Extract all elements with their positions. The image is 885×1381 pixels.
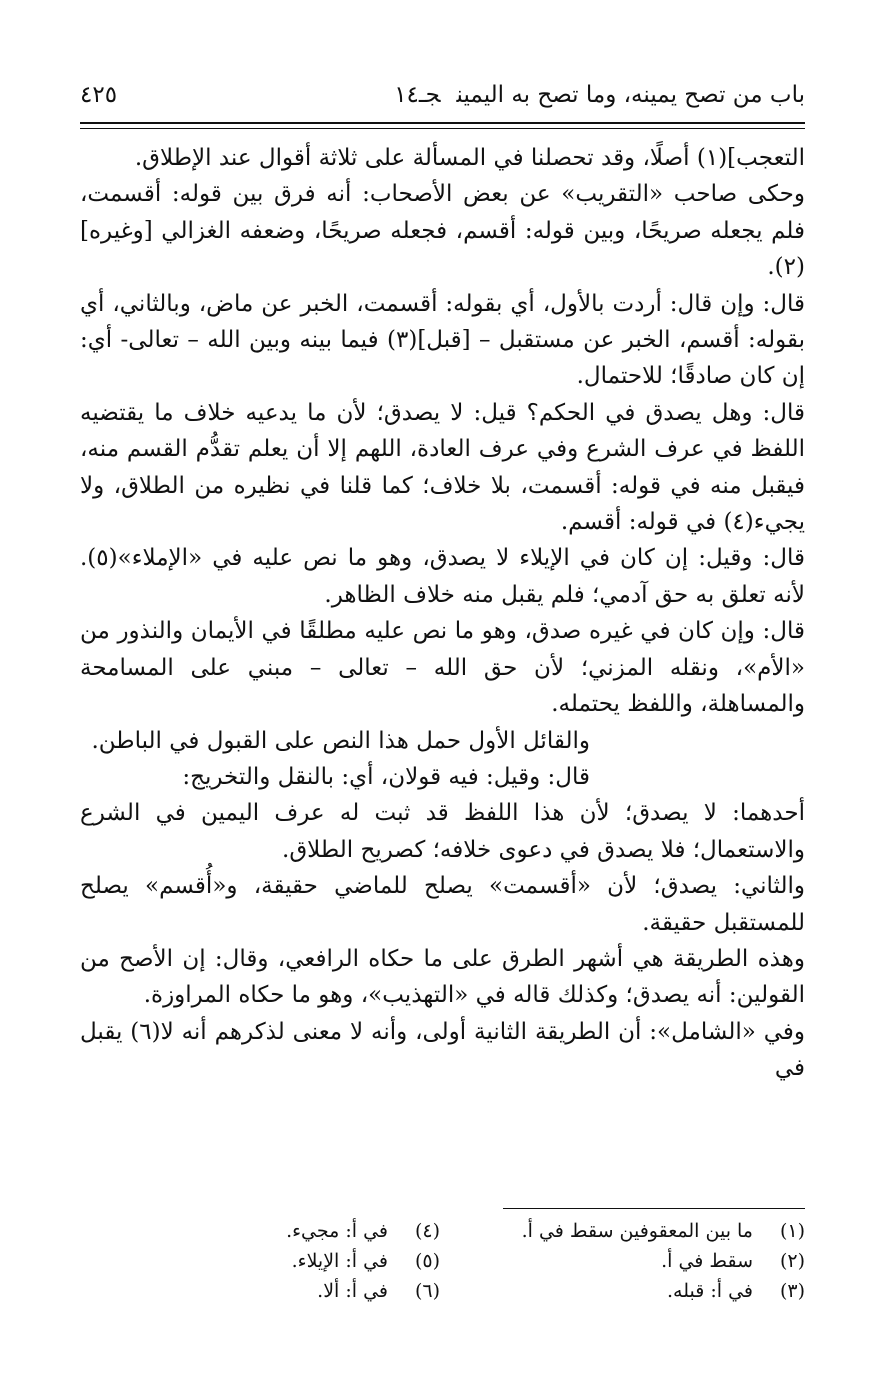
paragraph: وفي «الشامل»: أن الطريقة الثانية أولى، وأنه لا معنى لذكرهم أنه لا(٦) يقبل في xyxy=(80,1018,805,1082)
footnote-text: في أ: الإيلاء. xyxy=(291,1250,388,1272)
footnote xyxy=(465,1246,805,1276)
header-title-text: باب من تصح يمينه، وما تصح به اليمين xyxy=(456,82,805,108)
footnote-number: (٣) xyxy=(779,1280,805,1302)
footnote-number: (٥) xyxy=(414,1250,440,1272)
footnote-text: في أ: مجيء. xyxy=(286,1220,388,1242)
paragraph: وهذه الطريقة هي أشهر الطرق على ما حكاه الرافعي، وقال: إن الأصح من القولين: أنه يصدق؛ وكذلك قاله في «التهذيب»، وهو ما حكاه المراوزة. xyxy=(80,945,805,1009)
footnote xyxy=(100,1246,440,1276)
footnote-number: (٤) xyxy=(414,1220,440,1242)
footnote-rule xyxy=(503,1208,805,1209)
paragraph: قال: وقيل: إن كان في الإيلاء لا يصدق، وهو ما نص عليه في «الإملاء»(٥). لأنه تعلق به حق آدمي؛ فلم يقبل منه خلاف الظاهر. xyxy=(80,545,805,608)
paragraph: وحكى صاحب «التقريب» عن بعض الأصحاب: أنه فرق بين قوله: أقسمت، فلم يجعله صريحًا، وبين قوله: أقسم، فجعله صريحًا، وضعفه الغزالي [وغيره](٢). xyxy=(80,181,805,281)
footnote-number: (١) xyxy=(779,1220,805,1242)
paragraph: قال: وقيل: فيه قولان، أي: بالنقل والتخريج: xyxy=(182,763,590,790)
running-header xyxy=(80,78,805,118)
footnote xyxy=(100,1216,440,1246)
footnote-text: ما بين المعقوفين سقط في أ. xyxy=(521,1220,753,1242)
paragraph: أحدهما: لا يصدق؛ لأن هذا اللفظ قد ثبت له عرف اليمين في الشرع والاستعمال؛ فلا يصدق في دعوى خلافه؛ كصريح الطلاق. xyxy=(80,800,805,863)
footnote-number: (٦) xyxy=(414,1280,440,1302)
paragraph: التعجب](١) أصلًا، وقد تحصلنا في المسألة على ثلاثة أقوال عند الإطلاق. xyxy=(134,145,805,171)
header-rule-thick xyxy=(80,122,805,124)
footnote xyxy=(465,1216,805,1246)
footnote-number: (٢) xyxy=(779,1250,805,1272)
header-title xyxy=(394,82,805,108)
paragraph: قال: وإن قال: أردت بالأول، أي بقوله: أقسمت، الخبر عن ماض، وبالثاني، أي بقوله: أقسم، الخبر عن مستقبل – [قبل](٣) فيما بينه وبين الله – تعالى- أي: إن كان صادقًا؛ للاحتمال. xyxy=(80,290,805,390)
paragraph: والقائل الأول حمل هذا النص على القبول في الباطن. xyxy=(91,727,590,754)
footnote xyxy=(100,1276,440,1306)
footnotes-left-column xyxy=(100,1216,440,1306)
header-rule-thin xyxy=(80,128,805,129)
footnotes-right-column xyxy=(465,1216,805,1306)
footnote-text: في أ: ألا. xyxy=(317,1280,388,1302)
footnote xyxy=(465,1276,805,1306)
footnote-text: سقط في أ. xyxy=(661,1250,753,1272)
paragraph: قال: وهل يصدق في الحكم؟ قيل: لا يصدق؛ لأن ما يدعيه خلاف ما يقتضيه اللفظ في عرف الشرع وفي عرف العادة، اللهم إلا أن يعلم تقدُّم القسم منه، فيقبل منه في قوله: أقسمت، بلا خلاف؛ كما قلنا في نظيره من الطلاق، ولا يجيء(٤) في قوله: أقسم. xyxy=(80,399,805,536)
main-text xyxy=(80,140,805,1087)
page-number: ٤٢٥ xyxy=(80,82,118,108)
paragraph: والثاني: يصدق؛ لأن «أقسمت» يصلح للماضي حقيقة، و«أُقسم» يصلح للمستقبل حقيقة. xyxy=(80,873,805,936)
paragraph: قال: وإن كان في غيره صدق، وهو ما نص عليه مطلقًا في الأيمان والنذور من «الأم»، ونقله المزني؛ لأن حق الله – تعالى – مبني على المسامحة والمساهلة، واللفظ يحتمله. xyxy=(80,618,805,718)
header-volume: جـ١٤ xyxy=(394,82,441,108)
footnote-text: في أ: قبله. xyxy=(666,1280,753,1302)
